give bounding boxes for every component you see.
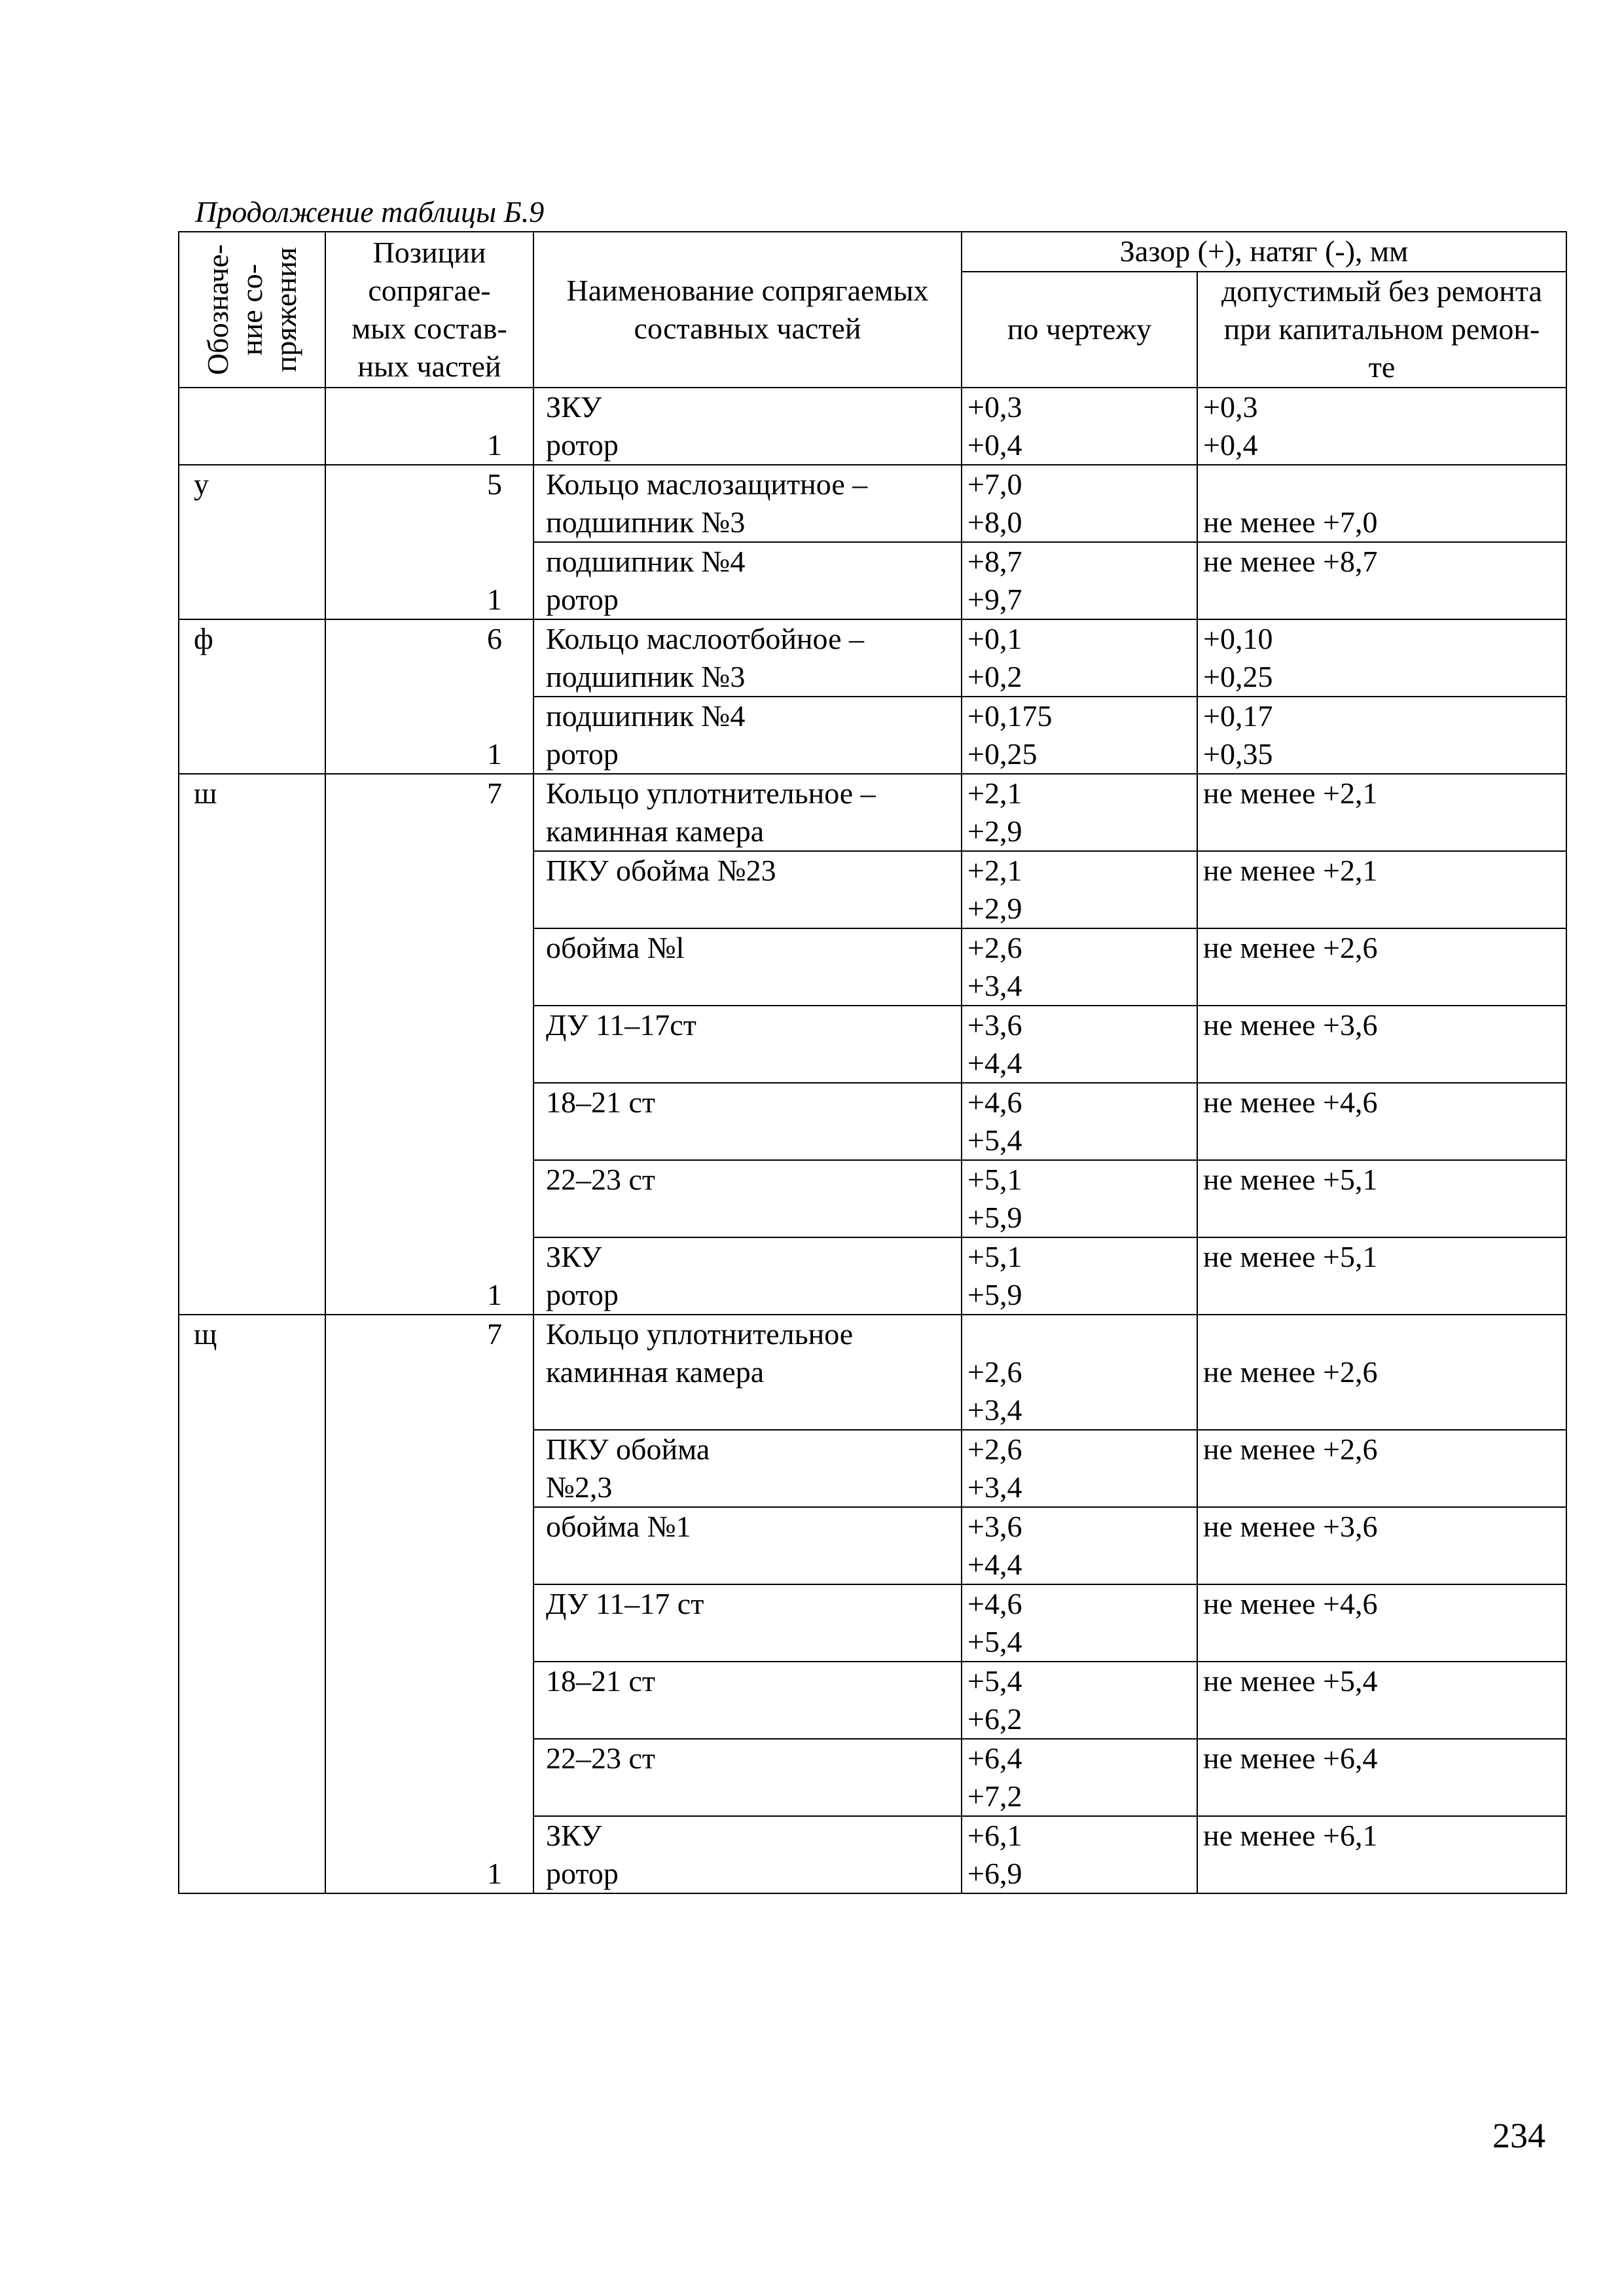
- header-designation: [179, 232, 325, 388]
- drawing-value: +0,4: [967, 428, 1022, 462]
- drawing-value: +5,1: [967, 1163, 1022, 1196]
- position-bottom: 1: [487, 1857, 502, 1890]
- name-line: ЗКУ: [546, 390, 602, 424]
- drawing-cell: [962, 619, 1197, 697]
- name-line: ПКУ обойма: [546, 1432, 710, 1466]
- designation-value: ш: [194, 776, 217, 810]
- name-line: [546, 1199, 956, 1237]
- name-line: ПКУ обойма №23: [546, 854, 776, 887]
- allowable-value: не менее +6,1: [1203, 1819, 1378, 1852]
- name-line: ЗКУ: [546, 1240, 602, 1273]
- allowable-cell: [1197, 697, 1566, 774]
- allowable-cell: [1197, 1584, 1566, 1662]
- name-cell: [533, 697, 962, 774]
- header-name-line-2: составных частей: [634, 312, 861, 345]
- name-line: ротор: [546, 1278, 619, 1311]
- table-caption: Продолжение таблицы Б.9: [195, 195, 545, 228]
- drawing-value: +6,9: [967, 1857, 1022, 1890]
- name-cell: [533, 1237, 962, 1315]
- position-bottom: 1: [487, 583, 502, 616]
- header-allowable-line-1: допустимый без ремонта: [1221, 274, 1542, 308]
- allowable-value: [1203, 890, 1561, 928]
- drawing-value: +2,9: [967, 892, 1022, 925]
- name-line: обойма №1: [546, 1510, 691, 1543]
- drawing-value: +6,4: [967, 1741, 1022, 1775]
- position-top: 7: [487, 1317, 502, 1351]
- allowable-value: [1203, 1044, 1561, 1082]
- allowable-value: [1203, 1700, 1561, 1738]
- allowable-value: [1203, 1276, 1561, 1314]
- name-line: [546, 1777, 956, 1815]
- designation-value: щ: [194, 1317, 217, 1351]
- name-line: подшипник №4: [546, 545, 746, 578]
- positions-cell: [325, 388, 533, 465]
- allowable-value: [1203, 465, 1561, 503]
- name-line: [546, 967, 956, 1005]
- designation-value: ф: [194, 622, 213, 655]
- name-line: Кольцо уплотнительное: [546, 1317, 854, 1351]
- allowable-value: не менее +3,6: [1203, 1008, 1378, 1042]
- drawing-value: +7,0: [967, 467, 1022, 501]
- designation-cell: [179, 465, 325, 619]
- allowable-cell: [1197, 1507, 1566, 1584]
- name-line: №2,3: [546, 1470, 613, 1504]
- allowable-value: не менее +7,0: [1203, 505, 1378, 539]
- name-cell: [533, 1315, 962, 1430]
- drawing-value: +0,25: [967, 737, 1038, 771]
- allowable-cell: [1197, 465, 1566, 542]
- position-bottom: 1: [487, 737, 502, 771]
- name-cell: [533, 774, 962, 851]
- drawing-value: +2,6: [967, 1355, 1022, 1389]
- drawing-cell: [962, 1430, 1197, 1507]
- drawing-value: +5,4: [967, 1664, 1022, 1698]
- drawing-value: +6,1: [967, 1819, 1022, 1852]
- allowable-value: +0,4: [1203, 428, 1258, 462]
- allowable-value: не менее +2,6: [1203, 931, 1378, 964]
- allowable-value: +0,10: [1203, 622, 1273, 655]
- drawing-value: +3,6: [967, 1510, 1022, 1543]
- name-cell: [533, 1083, 962, 1160]
- allowable-value: +0,3: [1203, 390, 1258, 424]
- allowable-value: [1203, 1121, 1561, 1159]
- allowable-value: не менее +2,1: [1203, 776, 1378, 810]
- position-top: 5: [487, 467, 502, 501]
- allowable-value: [1203, 1468, 1561, 1506]
- header-allowable-line-3: те: [1368, 350, 1396, 384]
- allowable-value: [1203, 1623, 1561, 1661]
- drawing-value: +8,7: [967, 545, 1022, 578]
- allowable-value: [1203, 967, 1561, 1005]
- allowable-value: не менее +8,7: [1203, 545, 1378, 578]
- header-positions-line-1: Позиции: [372, 236, 486, 269]
- drawing-cell: [962, 1816, 1197, 1893]
- name-cell: [533, 619, 962, 697]
- header-allowable-line-2: при капитальном ремон-: [1223, 312, 1540, 346]
- header-positions-line-4: ных частей: [357, 350, 501, 383]
- allowable-value: не менее +2,6: [1203, 1355, 1378, 1389]
- drawing-cell: [962, 851, 1197, 928]
- name-line: ротор: [546, 1857, 619, 1890]
- header-name: [533, 232, 962, 388]
- designation-cell: [179, 619, 325, 774]
- name-cell: [533, 1739, 962, 1816]
- header-positions: [325, 232, 533, 388]
- drawing-value: +9,7: [967, 583, 1022, 616]
- name-line: Кольцо уплотнительное –: [546, 776, 876, 810]
- drawing-cell: [962, 1237, 1197, 1315]
- header-positions-line-2: сопрягае-: [368, 274, 491, 307]
- name-line: каминная камера: [546, 814, 765, 848]
- allowable-value: не менее +5,4: [1203, 1664, 1378, 1698]
- drawing-value: +0,1: [967, 622, 1022, 655]
- allowable-value: не менее +4,6: [1203, 1587, 1378, 1620]
- header-positions-line-3: мых состав-: [352, 312, 507, 345]
- allowable-value: не менее +2,6: [1203, 1432, 1378, 1466]
- allowable-value: не менее +5,1: [1203, 1240, 1378, 1273]
- allowable-value: не менее +4,6: [1203, 1085, 1378, 1119]
- name-line: Кольцо маслоотбойное –: [546, 622, 865, 655]
- positions-cell: [325, 774, 533, 1315]
- allowable-value: +0,35: [1203, 737, 1273, 771]
- allowable-cell: [1197, 619, 1566, 697]
- name-line: [546, 890, 956, 928]
- drawing-value: +6,2: [967, 1702, 1022, 1736]
- allowable-value: [1203, 1199, 1561, 1237]
- table-row: [179, 388, 1566, 465]
- name-cell: [533, 1507, 962, 1584]
- name-line: 18–21 ст: [546, 1085, 656, 1119]
- table-row: [179, 465, 1566, 542]
- allowable-value: не менее +5,1: [1203, 1163, 1378, 1196]
- name-line: обойма №l: [546, 931, 685, 964]
- allowable-cell: [1197, 542, 1566, 619]
- name-line: [546, 1044, 956, 1082]
- drawing-cell: [962, 928, 1197, 1006]
- drawing-value: +0,175: [967, 699, 1053, 733]
- drawing-cell: [962, 1584, 1197, 1662]
- designation-cell: [179, 774, 325, 1315]
- drawing-value: +4,4: [967, 1548, 1022, 1581]
- drawing-value: +5,1: [967, 1240, 1022, 1273]
- name-line: [546, 1700, 956, 1738]
- name-cell: [533, 1160, 962, 1237]
- table-row: [179, 619, 1566, 697]
- name-cell: [533, 1584, 962, 1662]
- position-bottom: 1: [487, 428, 502, 462]
- drawing-value: +3,4: [967, 1393, 1022, 1427]
- drawing-value: +2,1: [967, 776, 1022, 810]
- name-line: каминная камера: [546, 1355, 765, 1389]
- allowable-cell: [1197, 388, 1566, 465]
- allowable-cell: [1197, 1816, 1566, 1893]
- allowable-cell: [1197, 1237, 1566, 1315]
- clearance-table: [178, 231, 1567, 1894]
- drawing-value: +5,9: [967, 1278, 1022, 1311]
- drawing-value: +7,2: [967, 1779, 1022, 1813]
- name-line: ротор: [546, 737, 619, 771]
- drawing-value: +3,6: [967, 1008, 1022, 1042]
- drawing-value: [967, 1315, 1191, 1353]
- name-line: ДУ 11–17 ст: [546, 1587, 704, 1620]
- name-line: [546, 1121, 956, 1159]
- drawing-value: +5,4: [967, 1123, 1022, 1157]
- allowable-cell: [1197, 1739, 1566, 1816]
- allowable-cell: [1197, 1083, 1566, 1160]
- name-line: подшипник №4: [546, 699, 746, 733]
- allowable-cell: [1197, 1160, 1566, 1237]
- drawing-cell: [962, 1315, 1197, 1430]
- allowable-value: [1203, 1777, 1561, 1815]
- header-designation-line-3: пряжения: [269, 247, 302, 373]
- name-line: подшипник №3: [546, 660, 746, 693]
- header-clearance-group: Зазор (+), натяг (-), мм: [962, 232, 1566, 272]
- drawing-value: +4,6: [967, 1587, 1022, 1620]
- name-line: подшипник №3: [546, 505, 746, 539]
- name-line: [546, 1391, 956, 1429]
- position-top: 7: [487, 776, 502, 810]
- position-bottom: 1: [487, 1278, 502, 1311]
- page-number: 234: [1492, 2116, 1545, 2155]
- allowable-value: не менее +6,4: [1203, 1741, 1378, 1775]
- name-line: 18–21 ст: [546, 1664, 656, 1698]
- allowable-value: [1203, 1546, 1561, 1584]
- table-row: [179, 774, 1566, 851]
- drawing-cell: [962, 1739, 1197, 1816]
- drawing-value: +0,3: [967, 390, 1022, 424]
- drawing-cell: [962, 1083, 1197, 1160]
- drawing-cell: [962, 388, 1197, 465]
- allowable-cell: [1197, 851, 1566, 928]
- name-cell: [533, 1816, 962, 1893]
- drawing-cell: [962, 1507, 1197, 1584]
- name-line: ДУ 11–17ст: [546, 1008, 696, 1042]
- allowable-value: [1203, 581, 1561, 619]
- drawing-value: +4,4: [967, 1046, 1022, 1080]
- header-by-drawing: по чертежу: [962, 272, 1197, 388]
- allowable-value: [1203, 1391, 1561, 1429]
- drawing-cell: [962, 697, 1197, 774]
- drawing-value: +8,0: [967, 505, 1022, 539]
- drawing-cell: [962, 1006, 1197, 1083]
- drawing-value: +2,6: [967, 931, 1022, 964]
- allowable-value: +0,25: [1203, 660, 1273, 693]
- designation-cell: [179, 388, 325, 465]
- name-cell: [533, 542, 962, 619]
- name-cell: [533, 465, 962, 542]
- drawing-value: +2,9: [967, 814, 1022, 848]
- drawing-value: +2,1: [967, 854, 1022, 887]
- positions-cell: [325, 1315, 533, 1893]
- allowable-value: [1203, 812, 1561, 850]
- header-row-1: [179, 232, 1566, 272]
- name-line: [546, 1546, 956, 1584]
- allowable-cell: [1197, 1315, 1566, 1430]
- drawing-value: +0,2: [967, 660, 1022, 693]
- allowable-cell: [1197, 1006, 1566, 1083]
- drawing-value: +5,4: [967, 1625, 1022, 1658]
- position-top: [487, 388, 528, 426]
- positions-cell: [325, 465, 533, 619]
- header-designation-line-2: ние со-: [235, 264, 268, 355]
- allowable-cell: [1197, 928, 1566, 1006]
- header-designation-line-1: Обозначе-: [201, 244, 234, 375]
- drawing-cell: [962, 1160, 1197, 1237]
- designation-value: у: [194, 467, 209, 501]
- drawing-cell: [962, 465, 1197, 542]
- name-line: ЗКУ: [546, 1819, 602, 1852]
- position-top: 6: [487, 622, 502, 655]
- name-line: ротор: [546, 428, 619, 462]
- header-allowable: [1197, 272, 1566, 388]
- allowable-cell: [1197, 1430, 1566, 1507]
- drawing-cell: [962, 542, 1197, 619]
- name-line: ротор: [546, 583, 619, 616]
- allowable-cell: [1197, 774, 1566, 851]
- designation-cell: [179, 1315, 325, 1893]
- name-line: 22–23 ст: [546, 1741, 656, 1775]
- drawing-value: +3,4: [967, 1470, 1022, 1504]
- table-row: [179, 1315, 1566, 1430]
- drawing-cell: [962, 774, 1197, 851]
- name-line: Кольцо маслозащитное –: [546, 467, 868, 501]
- name-cell: [533, 928, 962, 1006]
- allowable-value: не менее +3,6: [1203, 1510, 1378, 1543]
- name-cell: [533, 1006, 962, 1083]
- name-line: [546, 1623, 956, 1661]
- allowable-value: не менее +2,1: [1203, 854, 1378, 887]
- name-cell: [533, 851, 962, 928]
- drawing-cell: [962, 1662, 1197, 1739]
- drawing-value: +5,9: [967, 1201, 1022, 1234]
- positions-cell: [325, 619, 533, 774]
- allowable-value: [1203, 1855, 1561, 1893]
- allowable-cell: [1197, 1662, 1566, 1739]
- drawing-value: +3,4: [967, 969, 1022, 1002]
- drawing-value: +2,6: [967, 1432, 1022, 1466]
- allowable-value: +0,17: [1203, 699, 1273, 733]
- name-cell: [533, 1430, 962, 1507]
- name-line: 22–23 ст: [546, 1163, 656, 1196]
- drawing-value: +4,6: [967, 1085, 1022, 1119]
- name-cell: [533, 388, 962, 465]
- header-name-line-1: Наименование сопрягаемых: [566, 274, 929, 307]
- allowable-value: [1203, 1315, 1561, 1353]
- name-cell: [533, 1662, 962, 1739]
